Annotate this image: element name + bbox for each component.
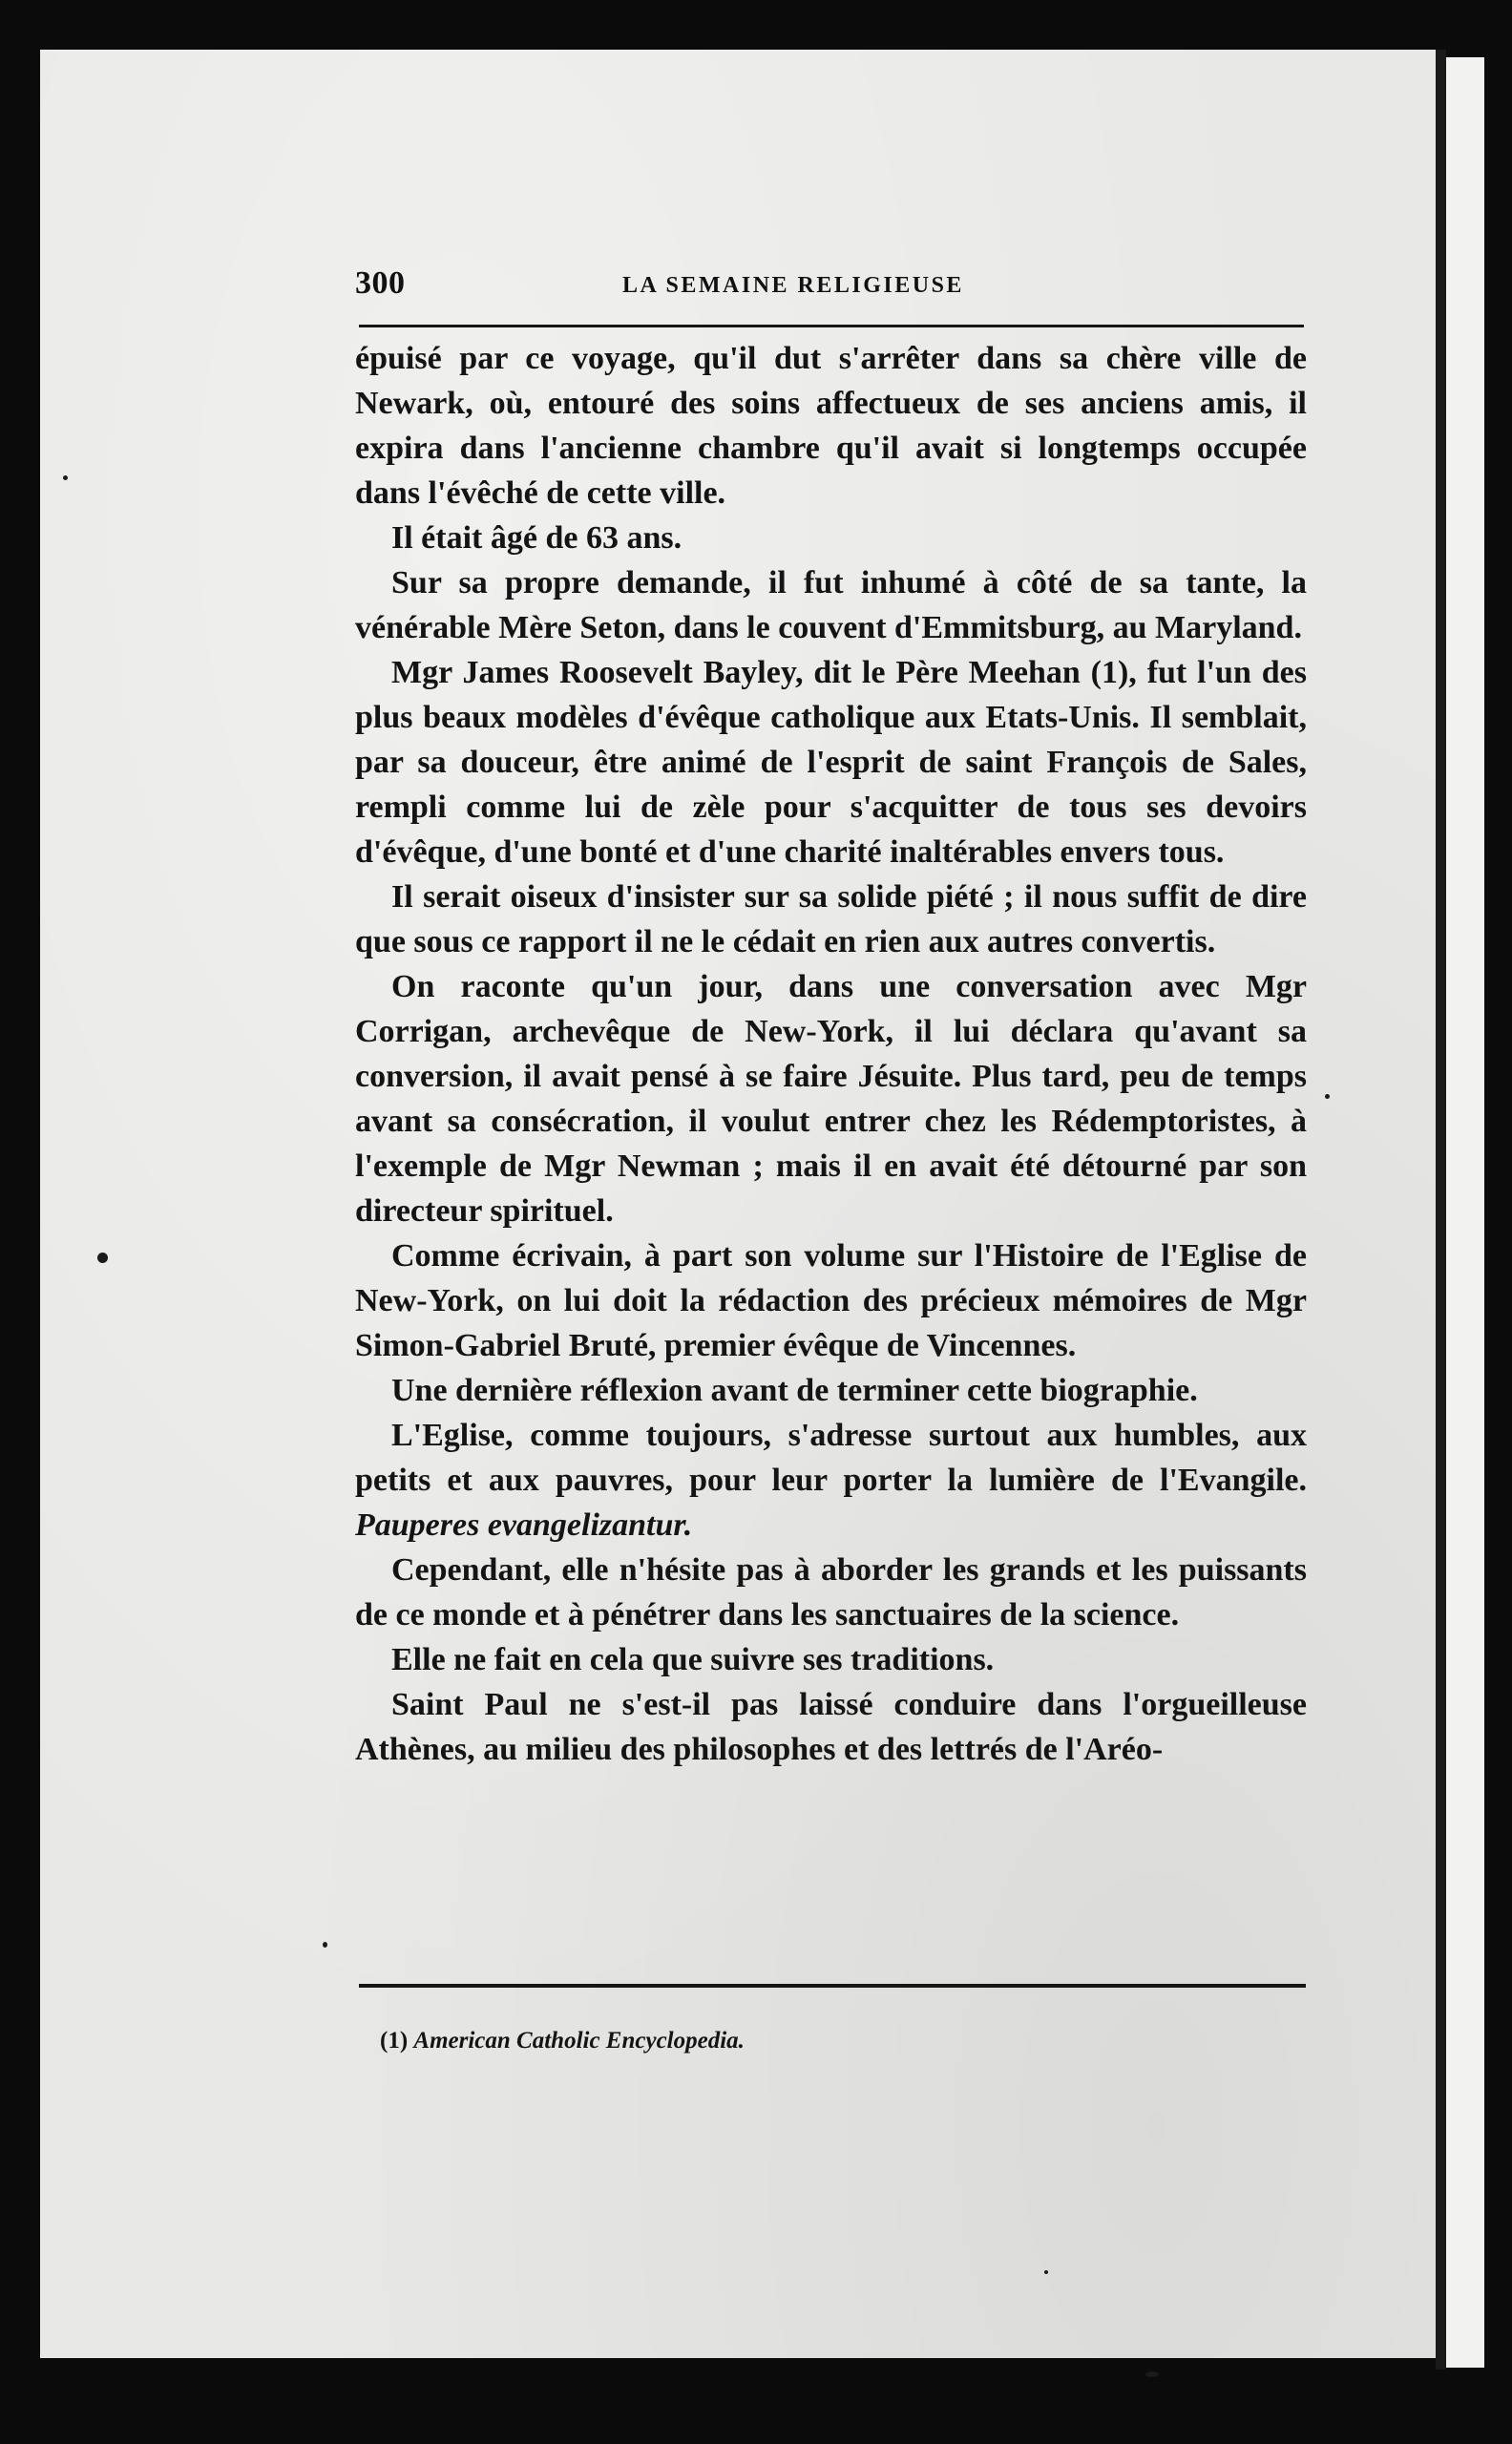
paragraph-text: L'Eglise, comme toujours, s'adresse surtout aux humbles, aux petits et aux pauvres, pour leur porter la lumière de l'Evangile. [355, 1418, 1307, 1498]
paragraph: épuisé par ce voyage, qu'il dut s'arrêter dans sa chère ville de Newark, où, entouré des soins affectueux de ses anciens amis, il expira dans l'ancienne chambre qu'il avait si longtemps occupée dans l'évêché de cette ville. [355, 341, 1307, 511]
page-number: 300 [355, 265, 406, 301]
scan-speck [97, 1253, 108, 1263]
paragraph: On raconte qu'un jour, dans une conversation avec Mgr Corrigan, archevêque de New-York, il lui déclara qu'avant sa conversion, il avait pensé à se faire Jésuite. Plus tard, peu de temps avant sa consécration, il voulut entrer chez les Rédemptoristes, à l'exemple de Mgr Newman ; mais il en avait été détourné par son directeur spirituel. [355, 969, 1307, 1229]
scan-speck [63, 475, 68, 480]
footnote-source: American Catholic Encyclopedia. [413, 2028, 745, 2054]
paragraph: Sur sa propre demande, il fut inhumé à côté de sa tante, la vénérable Mère Seton, dans le couvent d'Emmitsburg, au Maryland. [355, 565, 1307, 645]
latin-quote: Pauperes evangelizantur. [355, 1507, 693, 1543]
footnote [380, 2028, 745, 2054]
paragraph: Mgr James Roosevelt Bayley, dit le Père Meehan (1), fut l'un des plus beaux modèles d'évêque catholique aux Etats-Unis. Il semblait, par sa douceur, être animé de l'esprit de saint François de Sales, rempli comme lui de zèle pour s'acquitter de tous ses devoirs d'évêque, d'une bonté et d'une charité inaltérables envers tous. [355, 655, 1307, 870]
paragraph: Il serait oiseux d'insister sur sa solide piété ; il nous suffit de dire que sous ce rapport il ne le cédait en rien aux autres convertis. [355, 879, 1307, 959]
paragraph [355, 1413, 1307, 1548]
page-gutter-shadow [1436, 50, 1446, 2370]
paragraph: Une dernière réflexion avant de terminer cette biographie. [391, 1373, 1198, 1408]
paragraph: Comme écrivain, à part son volume sur l'Histoire de l'Eglise de New-York, on lui doit la rédaction des précieux mémoires de Mgr Simon-Gabriel Bruté, premier évêque de Vincennes. [355, 1238, 1307, 1363]
scan-speck [323, 1942, 327, 1948]
paragraph: Cependant, elle n'hésite pas à aborder les grands et les puissants de ce monde et à pénétrer dans les sanctuaires de la science. [355, 1552, 1307, 1633]
running-title: LA SEMAINE RELIGIEUSE [622, 273, 964, 298]
scan-speck [1044, 2270, 1048, 2274]
article-body [355, 336, 1307, 1772]
scan-speck [1325, 1094, 1330, 1099]
paragraph: Elle ne fait en cela que suivre ses traditions. [391, 1642, 995, 1677]
paragraph: Saint Paul ne s'est-il pas laissé conduire dans l'orgueilleuse Athènes, au milieu des philosophes et des lettrés de l'Aréo- [355, 1687, 1307, 1767]
adjacent-page-edge [1446, 57, 1484, 2368]
footnote-rule [359, 1984, 1306, 1988]
scan-speck [1145, 2371, 1159, 2377]
header-rule [359, 325, 1304, 327]
paragraph: Il était âgé de 63 ans. [391, 520, 682, 556]
footnote-marker: (1) [380, 2028, 409, 2054]
running-header [355, 265, 1310, 311]
